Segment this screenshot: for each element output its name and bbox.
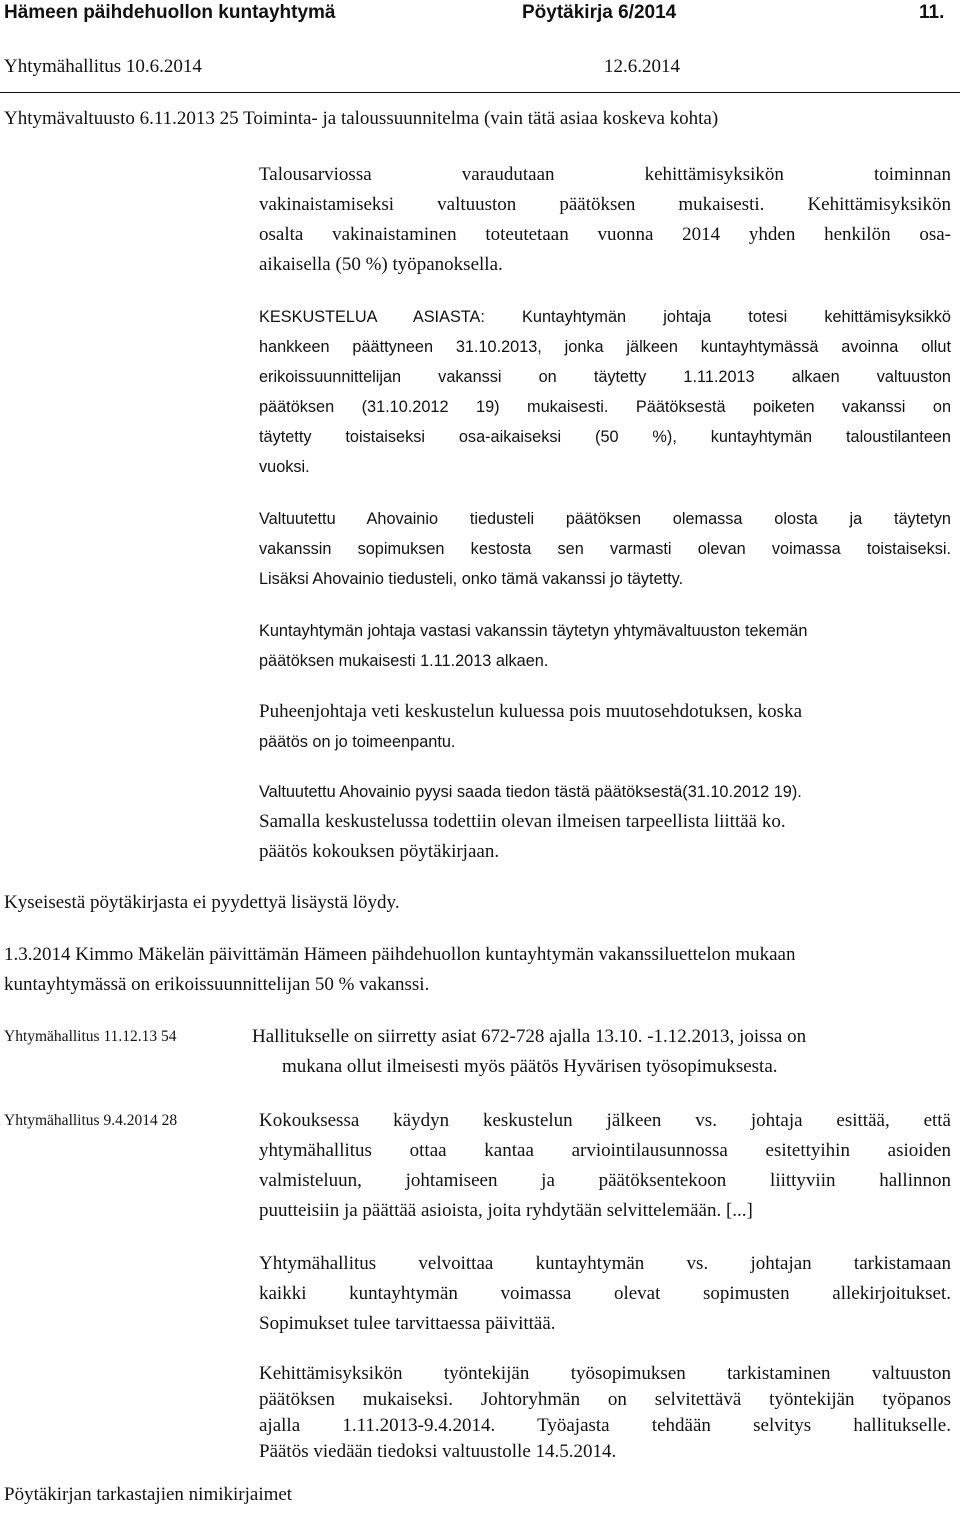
text-line: Päätös viedään tiedoksi valtuustolle 14.5.2014. — [259, 1441, 617, 1462]
director-response-paragraph — [259, 616, 951, 676]
note-vacancy-list — [4, 940, 796, 1000]
text-line: yhtymähallitus ottaa kantaa arviointilausunnossa esitettyihin asioiden — [259, 1140, 951, 1161]
text-line: päätöksen mukaisesti 1.11.2013 alkaen. — [259, 652, 549, 670]
text-line: päätös on jo toimeenpantu. — [259, 733, 456, 751]
text-line: Lisäksi Ahovainio tiedusteli, onko tämä vakanssi jo täytetty. — [259, 570, 684, 588]
text-line: vakanssin sopimuksen kestosta sen varmasti olevan voimassa toistaiseksi. — [259, 540, 951, 558]
text-line: täytetty toistaiseksi osa-aikaiseksi (50 %), kuntayhtymän taloustilanteen — [259, 428, 951, 446]
text-line: Valtuutettu Ahovainio pyysi saada tiedon tästä päätöksestä(31.10.2012 19). — [259, 783, 802, 801]
reference-board-2014: Yhtymähallitus 9.4.2014 28 — [4, 1112, 178, 1129]
obligation-paragraph — [259, 1249, 951, 1339]
text-line: puutteisiin ja päättää asioista, joita ryhdytään selvittelemään. [...] — [259, 1200, 753, 1221]
discussion-paragraph — [259, 302, 951, 482]
text-line: Samalla keskustelussa todettiin olevan ilmeisen tarpeellista liittää ko. — [259, 811, 786, 832]
signature-footer: Pöytäkirjan tarkastajien nimikirjaimet — [4, 1484, 293, 1505]
text-line: Puheenjohtaja veti keskustelun kuluessa pois muutosehdotuksen, koska — [259, 701, 803, 722]
text-line: päätös kokouksen pöytäkirjaan. — [259, 841, 500, 862]
text-line: osalta vakinaistaminen toteutetaan vuonna 2014 yhden henkilön osa- — [259, 224, 951, 245]
text-line: erikoissuunnittelijan vakanssi on täytetty 1.11.2013 alkaen valtuuston — [259, 368, 951, 386]
page-number: 11. — [919, 2, 945, 23]
reference-board-2013-text — [252, 1022, 806, 1082]
note-no-addition: Kyseisestä pöytäkirjasta ei pyydettyä lisäystä löydy. — [4, 892, 400, 913]
chair-paragraph — [259, 697, 951, 757]
text-line: kaikki kuntayhtymän voimassa olevat sopimusten allekirjoitukset. — [259, 1283, 951, 1304]
text-line: KESKUSTELUA ASIASTA: Kuntayhtymän johtaja totesi kehittämisyksikkö — [259, 308, 951, 326]
text-line: päätöksen (31.10.2012 19) mukaisesti. Päätöksestä poiketen vakanssi on — [259, 398, 951, 416]
text-line: Yhtymähallitus velvoittaa kuntayhtymän vs. johtajan tarkistamaan — [259, 1253, 951, 1274]
meeting-date: Yhtymähallitus 10.6.2014 — [4, 56, 202, 77]
text-line: kuntayhtymässä on erikoissuunnittelijan 50 % vakanssi. — [4, 974, 430, 995]
text-line: Kokouksessa käydyn keskustelun jälkeen vs. johtaja esittää, että — [259, 1110, 951, 1131]
header-divider — [0, 92, 960, 93]
text-line: Kehittämisyksikön työntekijän työsopimuksen tarkistaminen valtuuston — [259, 1363, 951, 1384]
review-paragraph — [259, 1361, 951, 1465]
text-line: hankkeen päättyneen 31.10.2013, jonka jälkeen kuntayhtymässä avoinna ollut — [259, 338, 951, 356]
text-line: Kuntayhtymän johtaja vastasi vakanssin täytetyn yhtymävaltuuston tekemän — [259, 622, 808, 640]
text-line: mukana ollut ilmeisesti myös päätös Hyvärisen työsopimuksesta. — [282, 1056, 778, 1077]
text-line: vuoksi. — [259, 458, 310, 476]
text-line: 1.3.2014 Kimmo Mäkelän päivittämän Hämeen päihdehuollon kuntayhtymän vakanssiluettelon mukaan — [4, 944, 796, 965]
text-line: aikaisella (50 %) työpanoksella. — [259, 254, 503, 275]
reference-board-2013: Yhtymähallitus 11.12.13 54 — [4, 1028, 177, 1045]
reference-council-2013: Yhtymävaltuusto 6.11.2013 25 Toiminta- ja taloussuunnitelma (vain tätä asiaa koskeva kohta) — [4, 108, 719, 129]
text-line: valmisteluun, johtamiseen ja päätöksentekoon liittyviin hallinnon — [259, 1170, 951, 1191]
request-paragraph — [259, 777, 951, 867]
budget-paragraph — [259, 160, 951, 280]
document-date: 12.6.2014 — [604, 56, 680, 77]
reference-board-2014-text — [259, 1106, 951, 1226]
text-line: Hallitukselle on siirretty asiat 672-728 ajalla 13.10. -1.12.2013, joissa on — [252, 1026, 807, 1047]
text-line: vakinaistamiseksi valtuuston päätöksen mukaisesti. Kehittämisyksikön — [259, 194, 951, 215]
text-line: päätöksen mukaiseksi. Johtoryhmän on selvitettävä työntekijän työpanos — [259, 1389, 951, 1410]
text-line: ajalla 1.11.2013-9.4.2014. Työajasta tehdään selvitys hallitukselle. — [259, 1415, 951, 1436]
text-line: Sopimukset tulee tarvittaessa päivittää. — [259, 1313, 556, 1334]
text-line: Valtuutettu Ahovainio tiedusteli päätöksen olemassa olosta ja täytetyn — [259, 510, 951, 528]
document-number: Pöytäkirja 6/2014 — [522, 2, 677, 23]
organization-name: Hämeen päihdehuollon kuntayhtymä — [4, 2, 336, 23]
text-line: Talousarviossa varaudutaan kehittämisyksikön toiminnan — [259, 164, 951, 185]
inquiry-paragraph — [259, 504, 951, 594]
